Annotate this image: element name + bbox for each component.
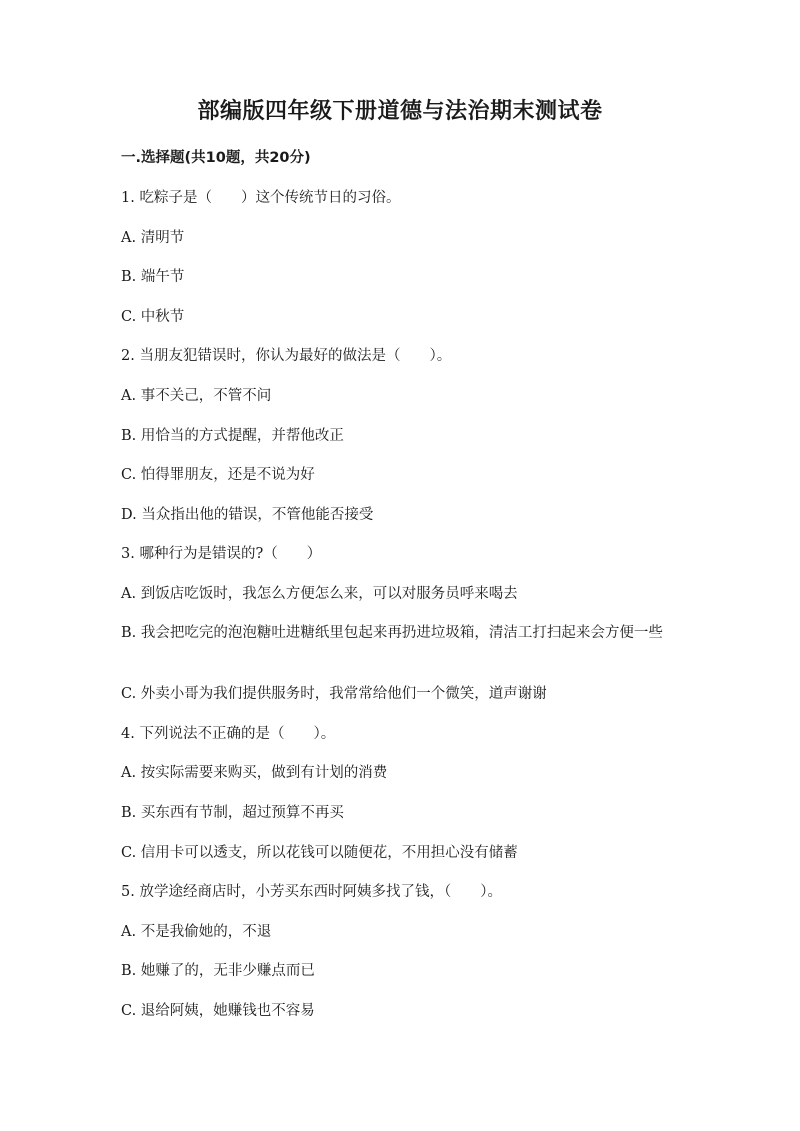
question-2-option-b[interactable]: B. 用恰当的方式提醒，并帮他改正 (121, 428, 344, 444)
question-1-option-c[interactable]: C. 中秋节 (121, 309, 185, 325)
question-3-option-c[interactable]: C. 外卖小哥为我们提供服务时，我常常给他们一个微笑，道声谢谢 (121, 686, 547, 702)
question-3-option-b[interactable]: B. 我会把吃完的泡泡糖吐进糖纸里包起来再扔进垃圾箱，清洁工打扫起来会方便一些 (121, 625, 663, 641)
question-3-option-a[interactable]: A. 到饭店吃饭时，我怎么方便怎么来，可以对服务员呼来喝去 (121, 586, 518, 602)
question-2-stem: 2. 当朋友犯错误时，你认为最好的做法是（ ）。 (121, 348, 452, 364)
question-2-option-a[interactable]: A. 事不关己，不管不问 (121, 388, 272, 404)
question-2-option-c[interactable]: C. 怕得罪朋友，还是不说为好 (121, 467, 315, 483)
question-5-stem: 5. 放学途经商店时，小芳买东西时阿姨多找了钱，（ ）。 (121, 884, 502, 900)
question-4-option-b[interactable]: B. 买东西有节制，超过预算不再买 (121, 805, 344, 821)
question-5-option-b[interactable]: B. 她赚了的，无非少赚点而已 (121, 963, 315, 979)
question-2-option-d[interactable]: D. 当众指出他的错误，不管他能否接受 (121, 507, 374, 523)
question-1-option-b[interactable]: B. 端午节 (121, 269, 185, 285)
question-1-option-a[interactable]: A. 清明节 (121, 230, 185, 246)
question-3-stem: 3. 哪种行为是错误的?（ ） (121, 546, 322, 562)
question-5-option-c[interactable]: C. 退给阿姨，她赚钱也不容易 (121, 1003, 315, 1019)
question-5-option-a[interactable]: A. 不是我偷她的，不退 (121, 924, 272, 940)
question-4-stem: 4. 下列说法不正确的是（ ）。 (121, 726, 336, 742)
document-title: 部编版四年级下册道德与法治期末测试卷 (197, 99, 603, 124)
question-1-stem: 1. 吃粽子是（ ）这个传统节日的习俗。 (121, 190, 401, 206)
question-4-option-c[interactable]: C. 信用卡可以透支，所以花钱可以随便花，不用担心没有储蓄 (121, 845, 518, 861)
section-heading: 一.选择题(共10题，共20分) (121, 150, 311, 166)
question-4-option-a[interactable]: A. 按实际需要来购买，做到有计划的消费 (121, 765, 388, 781)
